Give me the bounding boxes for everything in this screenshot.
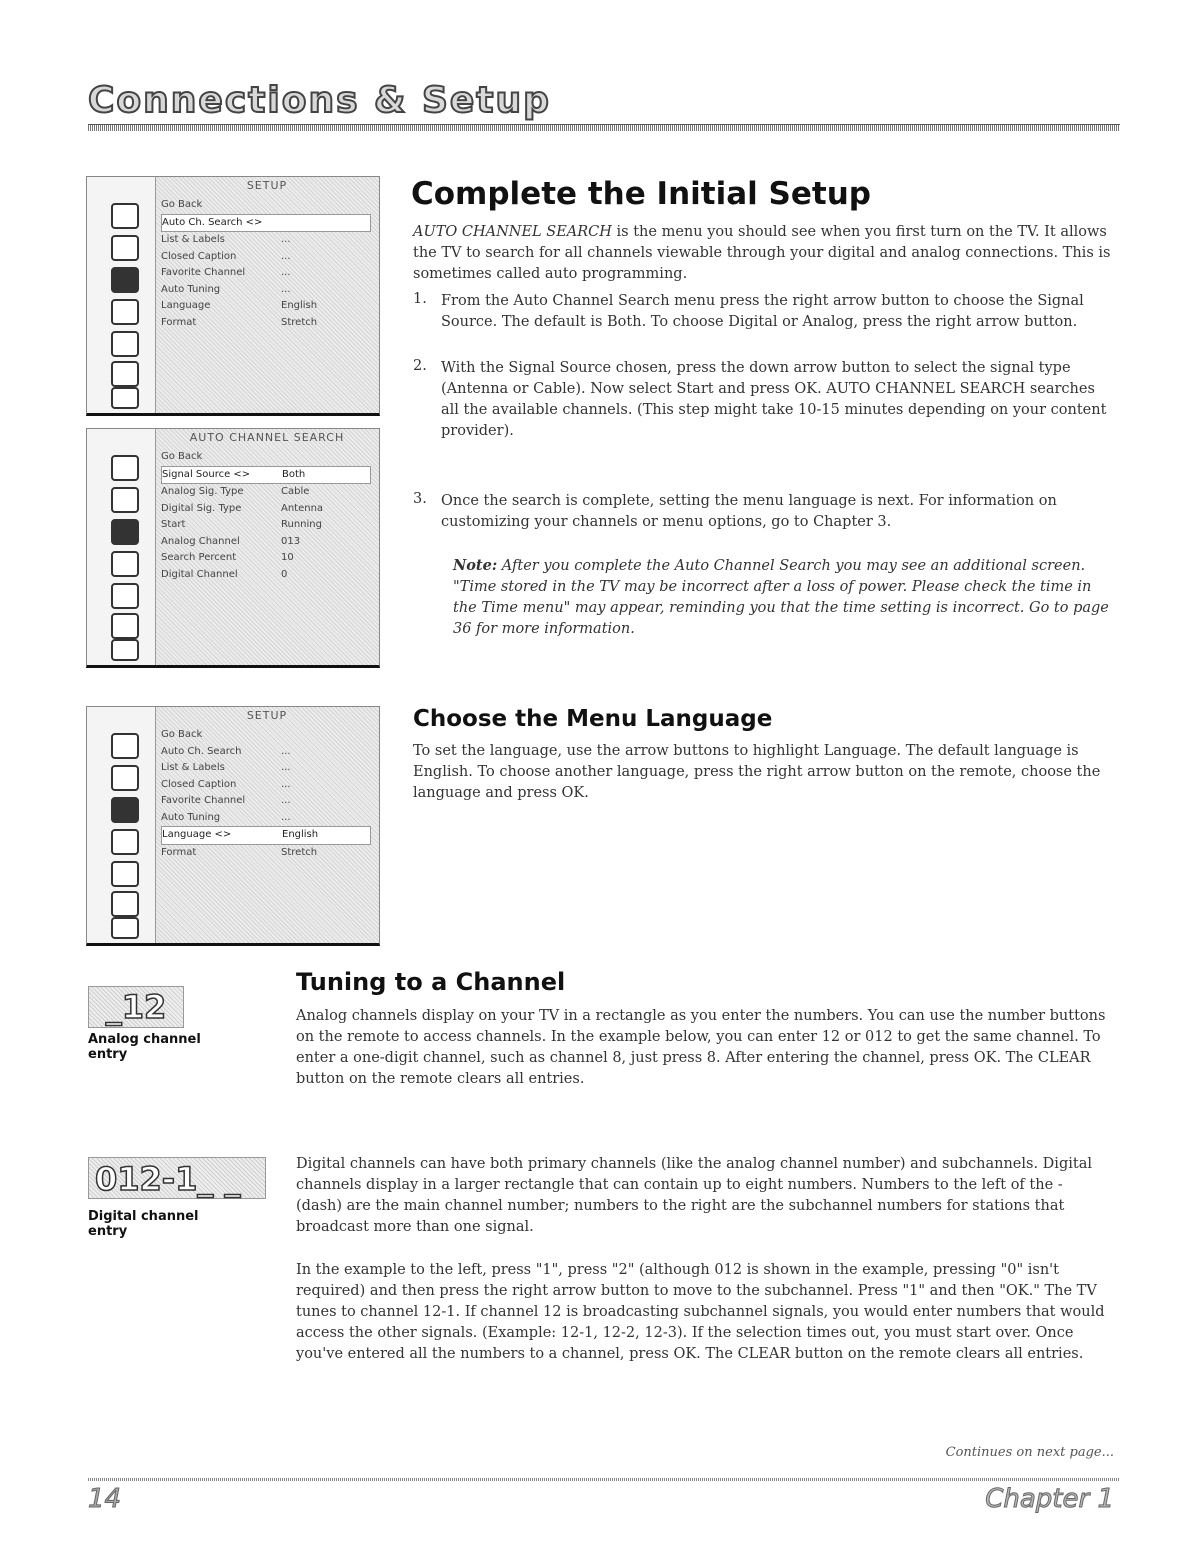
setup-icon bbox=[111, 299, 139, 325]
chapter-label: Chapter 1 bbox=[985, 1484, 1114, 1514]
lock-icon bbox=[111, 891, 139, 917]
menu-row: Auto Ch. Search ... bbox=[161, 745, 291, 757]
language-body: To set the language, use the arrow buttons to highlight Language. The default language is English. To choose another language, press the right arrow button on the remote, choose the language and press OK. bbox=[413, 743, 1101, 801]
menu-row: Start Running bbox=[161, 519, 322, 530]
menu-row: Language English bbox=[161, 300, 318, 311]
menu-row: List & Labels ... bbox=[161, 234, 291, 245]
setup-step-2: With the Signal Source chosen, press the down arrow button to select the signal type (Antenna or Cable). Now select Start and press OK. AUTO CHANNEL SEARCH searches all the available channels. (This step might take 10-15 minutes depending on your content provider). bbox=[441, 360, 1107, 439]
tuning-paragraph-2: Digital channels can have both primary channels (like the analog channel number) and subchannels. Digital channels display in a larger rectangle that can contain up to eight numbers. Numbers to the left of the - (dash) are the main channel number; numbers to the right are the subchannel numbers for stations that broadcast more than one signal. bbox=[296, 1156, 1092, 1235]
analog-channel-label: Analog channel entry bbox=[88, 1032, 201, 1062]
tuning-paragraph-3: In the example to the left, press "1", press "2" (although 012 is shown in the example, pressing "0" isn't required) and then press the right arrow button to move to the subchannel. Press "1" and then "OK." The TV tunes to channel 12-1. If channel 12 is broadcasting subchannel signals, you would enter numbers that would access the other signals. (Example: 12-1, 12-2, 12-3). If the selection times out, you must start over. Once you've entered all the numbers to a channel, press OK. The CLEAR button on the remote clears all entries. bbox=[296, 1262, 1105, 1362]
step-number: 1. bbox=[413, 291, 427, 307]
menu-row: Search Percent 10 bbox=[161, 552, 294, 563]
tuning-paragraph-1: Analog channels display on your TV in a rectangle as you enter the numbers. You can use the number buttons on the remote to access channels. In the example below, you can enter 12 or 012 to get the same channel. To enter a one-digit channel, such as channel 8, just press 8. After entering the channel, press OK. The CLEAR button on the remote clears all entries. bbox=[296, 1008, 1106, 1087]
menu-row: Format Stretch bbox=[161, 846, 318, 858]
clock-icon bbox=[111, 861, 139, 887]
tv-icon bbox=[111, 733, 139, 759]
language-menu-screenshot bbox=[86, 706, 380, 946]
setup-icon bbox=[111, 829, 139, 855]
menu-row: Go Back bbox=[161, 451, 203, 462]
page-number: 14 bbox=[88, 1484, 122, 1514]
menu-row-selected: Language <> English bbox=[161, 826, 371, 845]
step-number: 3. bbox=[413, 491, 427, 507]
tv-icon bbox=[111, 203, 139, 229]
menu-row: Closed Caption ... bbox=[161, 778, 291, 790]
menu-row: Closed Caption ... bbox=[161, 250, 291, 262]
setup-step-3: Once the search is complete, setting the menu language is next. For information on customizing your channels or menu options, go to Chapter 3. bbox=[441, 493, 1057, 530]
menu-row: List & Labels ... bbox=[161, 762, 291, 773]
menu-icon-bar bbox=[87, 177, 156, 413]
step-number: 2. bbox=[413, 358, 427, 374]
setup-note: Note: After you complete the Auto Channel Search you may see an additional screen. "Time stored in the TV may be incorrect after a loss of power. Please check the time in the Time menu" may appear, reminding you that the time setting is incorrect. Go to page 36 for more information. bbox=[453, 557, 1109, 637]
setup-icon bbox=[111, 551, 139, 577]
analog-channel-entry-box: _12 bbox=[88, 986, 184, 1028]
menu-row: Go Back bbox=[161, 199, 203, 210]
setup-intro: AUTO CHANNEL SEARCH is the menu you should see when you first turn on the TV. It allows the TV to search for all channels viewable through your digital and analog connections. This is sometimes called auto programming. bbox=[413, 224, 1111, 282]
menu-row: Analog Sig. Type Cable bbox=[161, 486, 310, 497]
menu-title: SETUP bbox=[246, 179, 288, 192]
menu-row: Favorite Channel ... bbox=[161, 795, 291, 806]
clock-icon bbox=[111, 583, 139, 609]
help-icon bbox=[111, 639, 139, 661]
menu-icon-bar bbox=[87, 707, 156, 943]
language-heading: Choose the Menu Language bbox=[413, 706, 773, 732]
digital-channel-entry-box: 012-1_ _ bbox=[88, 1157, 266, 1199]
setup-heading: Complete the Initial Setup bbox=[411, 176, 871, 212]
menu-row-selected: Signal Source <> Both bbox=[161, 466, 371, 485]
audio-icon bbox=[111, 267, 139, 293]
menu-row: Favorite Channel ... bbox=[161, 267, 291, 278]
header-rule bbox=[88, 124, 1120, 131]
menu-row: Analog Channel 013 bbox=[161, 535, 301, 547]
digital-channel-label: Digital channel entry bbox=[88, 1209, 199, 1239]
audio-icon bbox=[111, 519, 139, 545]
menu-row: Auto Tuning ... bbox=[161, 811, 291, 823]
picture-icon bbox=[111, 765, 139, 791]
footer-rule bbox=[88, 1478, 1120, 1481]
menu-row: Auto Tuning ... bbox=[161, 283, 291, 295]
menu-row: Digital Channel 0 bbox=[161, 568, 288, 580]
menu-title: AUTO CHANNEL SEARCH bbox=[189, 431, 345, 444]
auto-channel-search-menu-screenshot bbox=[86, 428, 380, 668]
help-icon bbox=[111, 917, 139, 939]
menu-row: Go Back bbox=[161, 729, 203, 740]
menu-row: Digital Sig. Type Antenna bbox=[161, 502, 324, 514]
help-icon bbox=[111, 387, 139, 409]
continues-note: Continues on next page... bbox=[945, 1445, 1114, 1460]
setup-menu-screenshot bbox=[86, 176, 380, 416]
audio-icon bbox=[111, 797, 139, 823]
lock-icon bbox=[111, 613, 139, 639]
picture-icon bbox=[111, 235, 139, 261]
setup-step-1: From the Auto Channel Search menu press the right arrow button to choose the Signal Source. The default is Both. To choose Digital or Analog, press the right arrow button. bbox=[441, 293, 1084, 330]
menu-row-selected: Auto Ch. Search <> bbox=[161, 214, 371, 233]
lock-icon bbox=[111, 361, 139, 387]
menu-row: Format Stretch bbox=[161, 316, 318, 328]
picture-icon bbox=[111, 487, 139, 513]
clock-icon bbox=[111, 331, 139, 357]
menu-title: SETUP bbox=[246, 709, 288, 722]
tuning-heading: Tuning to a Channel bbox=[296, 968, 566, 996]
menu-icon-bar bbox=[87, 429, 156, 665]
page-header-title: Connections & Setup bbox=[88, 80, 551, 121]
tv-icon bbox=[111, 455, 139, 481]
